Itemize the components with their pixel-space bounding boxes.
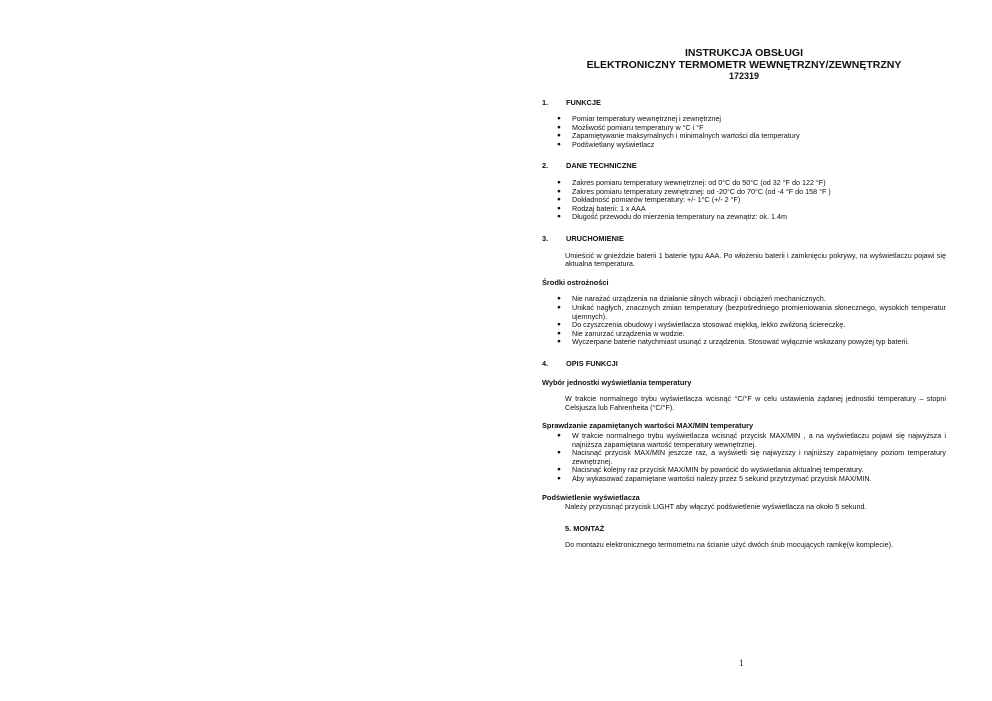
list-item: ● Nacisnąć przycisk MAX/MIN jeszcze raz, a wyświetli się najwyższy i najniższy zapamiętany poziom temperatury zewnętrznej.	[557, 449, 946, 466]
section-heading-startup	[542, 235, 946, 244]
unit-selection-heading: Wybór jednostki wyświetlania temperatury	[542, 377, 692, 387]
maxmin-list	[542, 432, 946, 484]
list-item: ● Nacisnąć kolejny raz przycisk MAX/MIN by powrócić do wyświetlania aktualnej temperatury.	[557, 466, 946, 475]
title-line-1: INSTRUKCJA OBSŁUGI	[684, 47, 804, 59]
list-item: ● Pomiar temperatury wewnętrznej i zewnętrznej	[557, 115, 946, 124]
list-item: ● Zakres pomiaru temperatury wewnętrznej: od 0°C do 50°C (od 32 °F do 122 °F)	[557, 179, 946, 188]
title-line-2: ELEKTRONICZNY TERMOMETR WEWNĘTRZNY/ZEWNĘTRZNY	[586, 58, 902, 71]
product-code: 172319	[728, 71, 760, 81]
section-number: 2.	[542, 161, 549, 171]
section-number: 5.	[565, 523, 572, 533]
section-heading-mounting	[565, 525, 946, 534]
section-number: 1.	[542, 97, 549, 107]
section-title: FUNKCJE	[566, 97, 601, 107]
list-item: ● Zapamiętywanie maksymalnych i minimalnych wartości dla temperatury	[557, 132, 946, 141]
section-heading-function-description	[542, 360, 946, 369]
technical-data-list	[542, 179, 946, 222]
list-item: ● Rodzaj baterii: 1 x AAA	[557, 205, 946, 214]
maxmin-heading: Sprawdzanie zapamiętanych wartości MAX/MIN temperatury	[542, 421, 754, 431]
section-title: MONTAŻ	[573, 523, 605, 533]
list-item: ● Do czyszczenia obudowy i wyświetlacza stosować miękką, lekko zwilżoną ściereczkę.	[557, 321, 946, 330]
list-item: ● Zakres pomiaru temperatury zewnętrznej: od -20°C do 70°C (od -4 °F do 158 °F )	[557, 188, 946, 197]
list-item: ● Długość przewodu do mierzenia temperatury na zewnątrz: ok. 1.4m	[557, 213, 946, 222]
list-item: ● Możliwość pomiaru temperatury w °C i °F	[557, 124, 946, 133]
startup-text: Umieścić w gnieździe baterii 1 baterie typu AAA. Po włożeniu baterii i zamknięciu pokrywy, na wyświetlaczu pojawi się aktualna temperatura.	[565, 250, 946, 269]
list-item: ● Nie narażać urządzenia na działanie silnych wibracji i obciążeń mechanicznych.	[557, 295, 946, 304]
section-title: OPIS FUNKCJI	[566, 358, 618, 368]
safety-heading: Środki ostrożności	[542, 277, 609, 287]
list-item: ● W trakcie normalnego trybu wyświetlacza wcisnąć przycisk MAX/MIN , a na wyświetlaczu pojawi się najwyższa i najniższa zapamiętana wartość temperatury wewnętrznej.	[557, 432, 946, 449]
backlight-text: Należy przycisnąć przycisk LIGHT aby włączyć podświetlenie wyświetlacza na około 5 sekund.	[565, 502, 867, 512]
manual-page	[542, 48, 946, 550]
unit-selection-text: W trakcie normalnego trybu wyświetlacza wcisnąć °C/°F w celu ustawienia żądanej jednostki temperatury – stopni Celsjusza lub Fahrenheita (°C/°F).	[565, 394, 946, 412]
list-item: ● Unikać nagłych, znacznych zmian temperatury (bezpośredniego promieniowania słonecznego, wysokich temperatur ujemnych).	[557, 304, 946, 321]
safety-list	[542, 295, 946, 347]
backlight-heading: Podświetlenie wyświetlacza	[542, 492, 640, 502]
section-number: 4.	[542, 358, 549, 368]
list-item: ● Podświetlany wyświetlacz	[557, 141, 946, 150]
section-title: DANE TECHNICZNE	[566, 161, 637, 171]
section-heading-technical-data	[542, 162, 946, 171]
section-number: 3.	[542, 234, 549, 244]
section-heading-functions	[542, 99, 946, 108]
list-item: ● Dokładność pomiarów temperatury: +/- 1°C (+/- 2 °F)	[557, 196, 946, 205]
list-item: ● Wyczerpane baterie natychmiast usunąć z urządzenia. Stosować wyłącznie wskazany powyżej typ baterii.	[557, 338, 946, 347]
list-item: ● Nie zanurzać urządzenia w wodzie.	[557, 330, 946, 339]
page-number: 1	[739, 658, 744, 668]
list-item: ● Aby wykasować zapamiętane wartości należy przez 5 sekund przytrzymać przycisk MAX/MIN.	[557, 475, 946, 484]
document-title	[542, 48, 946, 83]
mounting-text: Do montażu elektronicznego termometru na ścianie użyć dwóch śrub mocujących ramkę(w komplecie).	[565, 540, 893, 550]
section-title: URUCHOMIENIE	[566, 234, 624, 244]
functions-list	[542, 115, 946, 149]
